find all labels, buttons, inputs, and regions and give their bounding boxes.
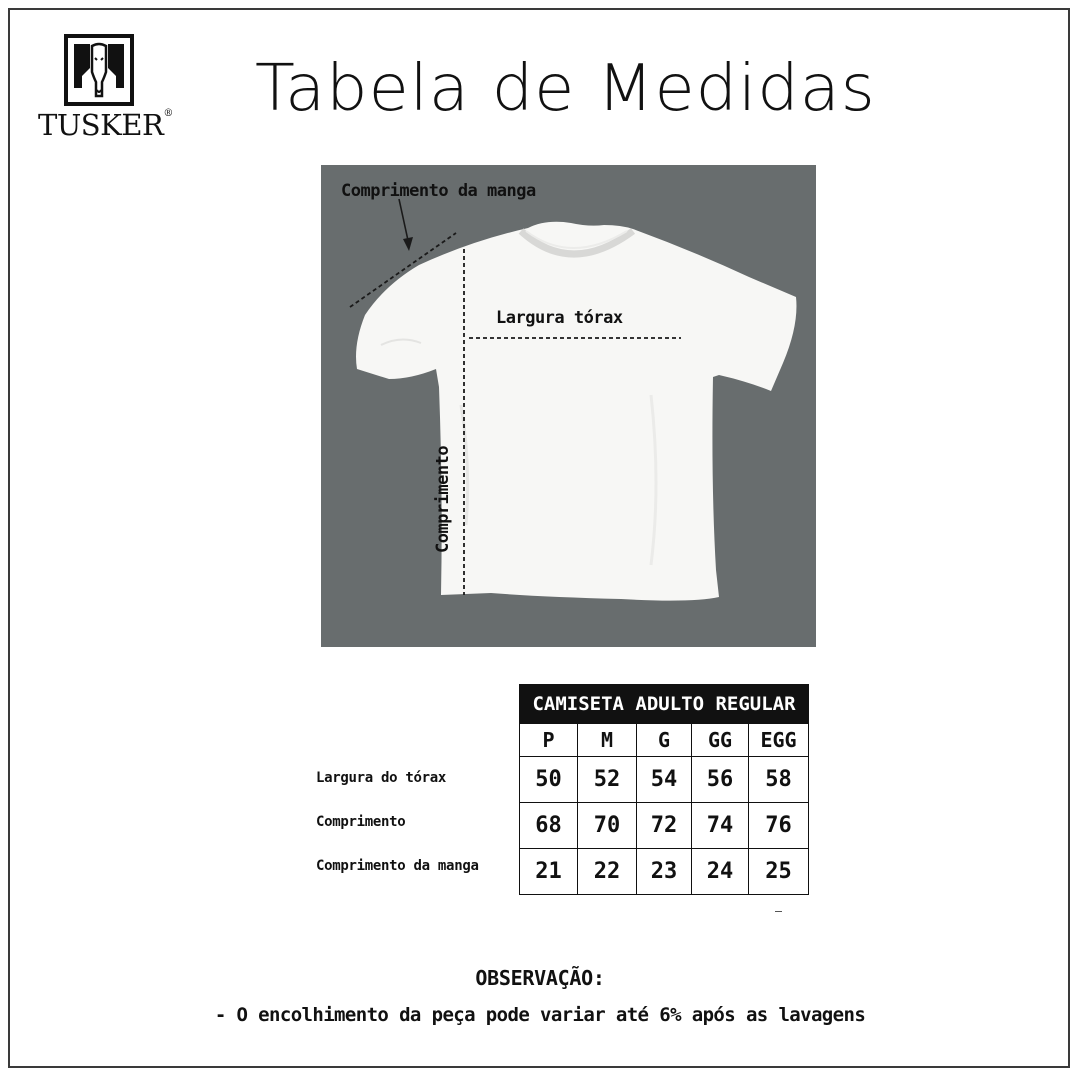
size-gg: GG bbox=[692, 724, 749, 757]
table-row bbox=[520, 757, 809, 803]
shirt-illustration bbox=[321, 165, 816, 647]
shirt-diagram bbox=[321, 165, 816, 647]
table-cell: 21 bbox=[520, 849, 578, 895]
tshirt-body bbox=[356, 222, 796, 601]
table-cell: 72 bbox=[637, 803, 692, 849]
size-egg: EGG bbox=[749, 724, 809, 757]
size-p: P bbox=[520, 724, 578, 757]
size-g: G bbox=[637, 724, 692, 757]
sleeve-length-label: Comprimento da manga bbox=[341, 181, 536, 201]
size-m: M bbox=[578, 724, 637, 757]
stray-mark bbox=[775, 911, 782, 912]
observation-title: OBSERVAÇÃO: bbox=[475, 966, 605, 990]
row-label-length: Comprimento bbox=[316, 814, 406, 830]
table-cell: 23 bbox=[637, 849, 692, 895]
table-cell: 52 bbox=[578, 757, 637, 803]
row-label-chest: Largura do tórax bbox=[316, 770, 447, 786]
elephant-icon bbox=[64, 34, 134, 106]
table-cell: 54 bbox=[637, 757, 692, 803]
size-row bbox=[520, 724, 809, 757]
table-row bbox=[520, 849, 809, 895]
chest-width-label: Largura tórax bbox=[496, 308, 623, 328]
table-cell: 70 bbox=[578, 803, 637, 849]
table-row bbox=[520, 803, 809, 849]
registered-mark: ® bbox=[163, 108, 173, 119]
table-cell: 74 bbox=[692, 803, 749, 849]
tusker-logo bbox=[38, 34, 173, 146]
row-label-sleeve: Comprimento da manga bbox=[316, 858, 479, 874]
observation-text: - O encolhimento da peça pode variar até 6% após as lavagens bbox=[214, 1004, 866, 1026]
table-cell: 58 bbox=[749, 757, 809, 803]
brand-name: TUSKER® bbox=[38, 108, 173, 142]
table-cell: 50 bbox=[520, 757, 578, 803]
table-cell: 25 bbox=[749, 849, 809, 895]
table-cell: 76 bbox=[749, 803, 809, 849]
length-label: Comprimento bbox=[433, 445, 453, 553]
size-table-header: CAMISETA ADULTO REGULAR bbox=[520, 685, 809, 724]
page-title: Tabela de Medidas bbox=[255, 52, 876, 126]
table-cell: 68 bbox=[520, 803, 578, 849]
table-cell: 24 bbox=[692, 849, 749, 895]
table-cell: 56 bbox=[692, 757, 749, 803]
table-cell: 22 bbox=[578, 849, 637, 895]
size-table bbox=[519, 684, 809, 895]
